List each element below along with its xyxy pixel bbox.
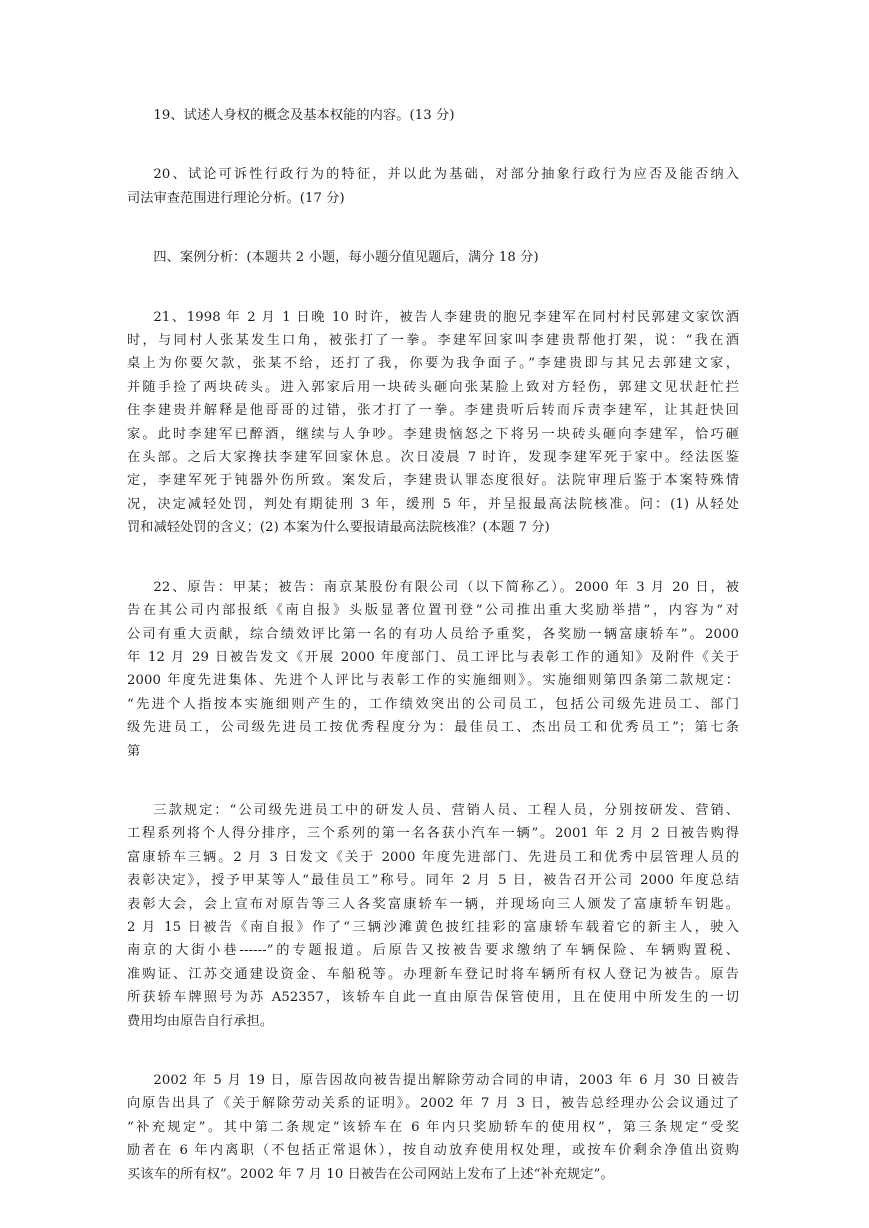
text-line: 工程系列将个人得分排序，三个系列的第一名各获小汽车一辆”。2001 年 2 月 2 日被告购得 bbox=[127, 826, 739, 842]
text-line: 并随手捡了两块砖头。进入郭家后用一块砖头砸向张某脸上致对方轻伤，郭建文见状赶忙拦 bbox=[127, 379, 739, 395]
text-line: 时，与同村人张某发生口角，被张打了一拳。李建军回家叫李建贵帮他打架，说：“我在酒 bbox=[127, 333, 739, 349]
question-22 bbox=[127, 576, 739, 763]
spacer bbox=[127, 540, 739, 576]
spacer bbox=[127, 1033, 739, 1069]
text-line: 司法审查范围进行理论分析。(17 分) bbox=[127, 190, 345, 206]
question-19 bbox=[127, 104, 739, 127]
spacer bbox=[127, 763, 739, 799]
text-line: 家。此时李建军已醉酒，继续与人争吵。李建贵恼怒之下将另一块砖头砸向李建军，恰巧砸 bbox=[127, 426, 739, 442]
text-line: 2002 年 5 月 19 日，原告因故向被告提出解除劳动合同的申请，2003 年 6 月 30 日被告 bbox=[153, 1073, 739, 1088]
text-line: “补充规定”。其中第二条规定“该轿车在 6 年内只奖励轿车的使用权”，第三条规定“受奖 bbox=[127, 1119, 739, 1135]
text-line: 四、案例分析：(本题共 2 小题，每小题分值见题后，满分 18 分) bbox=[153, 250, 539, 266]
document-page bbox=[127, 104, 739, 1186]
spacer bbox=[127, 210, 739, 246]
text-line: 桌上为你要欠款，张某不给，还打了我，你要为我争面子。”李建贵即与其兄去郭建文家， bbox=[127, 356, 739, 372]
text-line: 2000 年度先进集体、先进个人评比与表彰工作的实施细则》。实施细则第四条第二款规定： bbox=[127, 673, 739, 689]
text-line: 年 12 月 29 日被告发文《开展 2000 年度部门、员工评比与表彰工作的通知》及附件《关于 bbox=[127, 649, 739, 665]
text-line: 22、原告：甲某；被告：南京某股份有限公司（以下简称乙）。2000 年 3 月 20 日，被 bbox=[153, 579, 739, 595]
text-line: 南京的大街小巷------”的专题报道。后原告又按被告要求缴纳了车辆保险、车辆购置税、 bbox=[127, 943, 739, 959]
text-line: 准购证、江苏交通建设资金、车船税等。办理新车登记时将车辆所有权人登记为被告。原告 bbox=[127, 966, 739, 982]
question-21 bbox=[127, 306, 739, 540]
text-line: 在头部。之后大家搀扶李建军回家休息。次日凌晨 7 时许，发现李建军死于家中。经法医鉴 bbox=[127, 450, 739, 466]
text-line: 21、1998 年 2 月 1 日晚 10 时许，被告人李建贵的胞兄李建军在同村村民郭建文家饮酒 bbox=[153, 309, 739, 325]
text-line: 表彰大会，会上宣布对原告等三人各奖富康轿车一辆，并现场向三人颁发了富康轿车钥匙。 bbox=[127, 896, 739, 912]
text-line: 定，李建军死于钝器外伤所致。案发后，李建贵认罪态度很好。法院审理后鉴于本案特殊情 bbox=[127, 473, 739, 489]
text-line: 三款规定：“公司级先进员工中的研发人员、营销人员、工程人员，分别按研发、营销、 bbox=[153, 802, 739, 818]
text-line: 励者在 6 年内离职（不包括正常退休），按自动放弃使用权处理，或按车价剩余净值出资购 bbox=[127, 1143, 739, 1159]
text-line: 第 bbox=[127, 743, 141, 759]
section-four-heading bbox=[127, 246, 739, 269]
text-line: 费用均由原告自行承担。 bbox=[127, 1013, 274, 1029]
text-line: 富康轿车三辆。2 月 3 日发文《关于 2000 年度先进部门、先进员工和优秀中层管理人员的 bbox=[127, 849, 739, 865]
text-line: 公司有重大贡献，综合绩效评比第一名的有功人员给予重奖，各奖励一辆富康轿车”。2000 bbox=[127, 626, 739, 642]
text-line: 罚和减轻处罚的含义；(2) 本案为什么要报请最高法院核准？(本题 7 分) bbox=[127, 520, 550, 536]
text-line: 所获轿车牌照号为苏 A52357，该轿车自此一直由原告保管使用，且在使用中所发生的一切 bbox=[127, 990, 739, 1006]
text-line: 告在其公司内部报纸《南自报》头版显著位置刊登“公司推出重大奖励举措”，内容为“对 bbox=[127, 603, 739, 619]
text-line: 住李建贵并解释是他哥哥的过错，张才打了一拳。李建贵听后转而斥责李建军，让其赶快回 bbox=[127, 403, 739, 419]
text-line: 20、试论可诉性行政行为的特征，并以此为基础，对部分抽象行政行为应否及能否纳入 bbox=[153, 167, 739, 183]
text-line: 级先进员工，公司级先进员工按优秀程度分为：最佳员工、杰出员工和优秀员工”；第七条 bbox=[127, 720, 739, 736]
question-20 bbox=[127, 163, 739, 210]
text-line: 19、试述人身权的概念及基本权能的内容。(13 分) bbox=[153, 108, 455, 123]
text-line: “先进个人指按本实施细则产生的，工作绩效突出的公司员工，包括公司级先进员工、部门 bbox=[127, 696, 739, 712]
text-line: 向原告出具了《关于解除劳动关系的证明》。2002 年 7 月 3 日，被告总经理办公会议通过了 bbox=[127, 1096, 739, 1112]
question-22-paragraph-3 bbox=[127, 1069, 739, 1186]
text-line: 2 月 15 日被告《南自报》作了“三辆沙滩黄色披红挂彩的富康轿车载着它的新主人，驶入 bbox=[127, 919, 739, 935]
text-line: 买该车的所有权”。2002 年 7 月 10 日被告在公司网站上发布了上述“补充规定”。 bbox=[127, 1166, 614, 1182]
text-line: 表彰决定》，授予甲某等人“最佳员工”称号。同年 2 月 5 日，被告召开公司 2000 年度总结 bbox=[127, 873, 739, 889]
question-22-continued bbox=[127, 799, 739, 1033]
text-line: 况，决定减轻处罚，判处有期徒刑 3 年，缓刑 5 年，并呈报最高法院核准。问：(1) 从轻处 bbox=[127, 496, 739, 512]
spacer bbox=[127, 270, 739, 306]
spacer bbox=[127, 127, 739, 163]
